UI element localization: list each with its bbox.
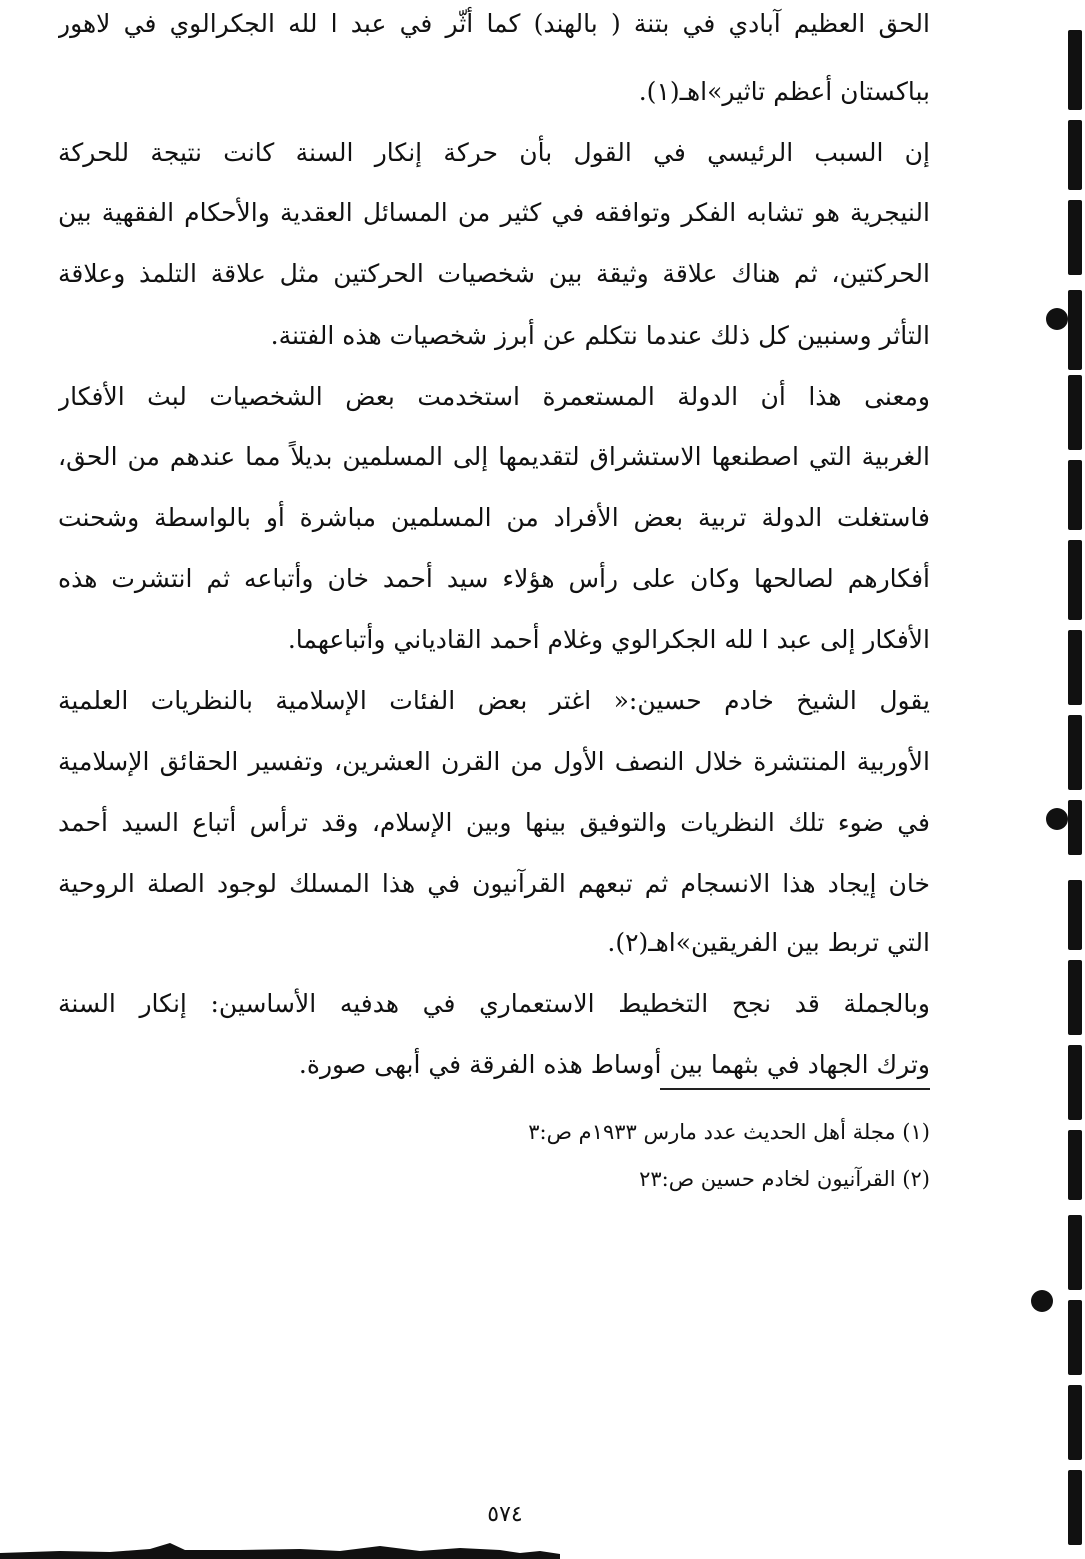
text-line: ومعنى هذا أن الدولة المستعمرة استخدمت بعض الشخصيات لبث الأفكار	[58, 382, 930, 411]
text-line: وبالجملة قد نجح التخطيط الاستعماري في هدفيه الأساسين: إنكار السنة	[58, 989, 930, 1018]
scan-margin-bar	[1068, 800, 1082, 855]
scan-margin-bar	[1068, 460, 1082, 530]
text-line: الحق العظيم آبادي في بتنة ( بالهند) كما أثّر في عبد ا لله الجكرالوي في لاهور	[58, 9, 930, 38]
text-line: التأثر وسنبين كل ذلك عندما نتكلم عن أبرز شخصيات هذه الفتنة.	[270, 321, 930, 350]
scan-margin-bar	[1068, 30, 1082, 110]
scan-margin-bar	[1068, 200, 1082, 275]
text-line: يقول الشيخ خادم حسين:« اغتر بعض الفئات الإسلامية بالنظريات العلمية	[58, 686, 930, 715]
scan-margin-bar	[1068, 1385, 1082, 1460]
scan-bottom-edge	[0, 1535, 560, 1559]
text-line: وترك الجهاد في بثهما بين أوساط هذه الفرقة في أبهى صورة.	[298, 1050, 930, 1079]
text-line: الحركتين، ثم هناك علاقة وثيقة بين شخصيات الحركتين مثل علاقة التلمذ وعلاقة	[58, 259, 930, 288]
text-line: الغربية التي اصطنعها الاستشراق لتقديمها إلى المسلمين بديلاً مما عندهم من الحق،	[58, 442, 930, 471]
footnote-1: (١) مجلة أهل الحديث عدد مارس ١٩٣٣م ص:٣	[528, 1120, 930, 1144]
scan-margin-bar	[1068, 1045, 1082, 1120]
text-line: الأفكار إلى عبد ا لله الجكرالوي وغلام أحمد القادياني وأتباعهما.	[287, 625, 930, 654]
scan-margin-bar	[1068, 715, 1082, 790]
text-line: النيجرية هو تشابه الفكر وتوافقه في كثير من المسائل العقدية والأحكام الفقهية بين	[58, 198, 930, 227]
footnote-divider	[660, 1088, 930, 1090]
scan-margin-bar	[1068, 960, 1082, 1035]
scan-margin-bar	[1068, 540, 1082, 620]
text-line: أفكارهم لصالحها وكان على رأس هؤلاء سيد أحمد خان وأتباعه ثم انتشرت هذه	[58, 564, 930, 593]
footnote-2: (٢) القرآنيون لخادم حسين ص:٢٣	[639, 1167, 930, 1191]
scan-margin-bar	[1068, 120, 1082, 190]
scan-margin-bar	[1068, 375, 1082, 450]
text-line: بباكستان أعظم تاثير»اهـ(١).	[638, 77, 930, 106]
scan-margin-bar	[1068, 290, 1082, 370]
text-line: إن السبب الرئيسي في القول بأن حركة إنكار السنة كانت نتيجة للحركة	[58, 138, 930, 167]
punch-hole-dot	[1046, 808, 1068, 830]
text-line: الأوربية المنتشرة خلال النصف الأول من القرن العشرين، وتفسير الحقائق الإسلامية	[58, 747, 930, 776]
scan-margin-bar	[1068, 880, 1082, 950]
punch-hole-dot	[1031, 1290, 1053, 1312]
scan-margin-bar	[1068, 1300, 1082, 1375]
punch-hole-dot	[1046, 308, 1068, 330]
scan-margin-bar	[1068, 630, 1082, 705]
scan-margin-bar	[1068, 1130, 1082, 1200]
text-line: فاستغلت الدولة تربية بعض الأفراد من المسلمين مباشرة أو بالواسطة وشحنت	[58, 503, 930, 532]
scan-margin-bar	[1068, 1215, 1082, 1290]
text-line: خان إيجاد هذا الانسجام ثم تبعهم القرآنيون في هذا المسلك لوجود الصلة الروحية	[58, 869, 930, 898]
page-number: ٥٧٤	[487, 1502, 523, 1527]
scan-margin-bar	[1068, 1470, 1082, 1545]
text-line: في ضوء تلك النظريات والتوفيق بينها وبين الإسلام، وقد ترأس أتباع السيد أحمد	[58, 808, 930, 837]
text-line: التي تربط بين الفريقين»اهـ(٢).	[607, 928, 930, 957]
